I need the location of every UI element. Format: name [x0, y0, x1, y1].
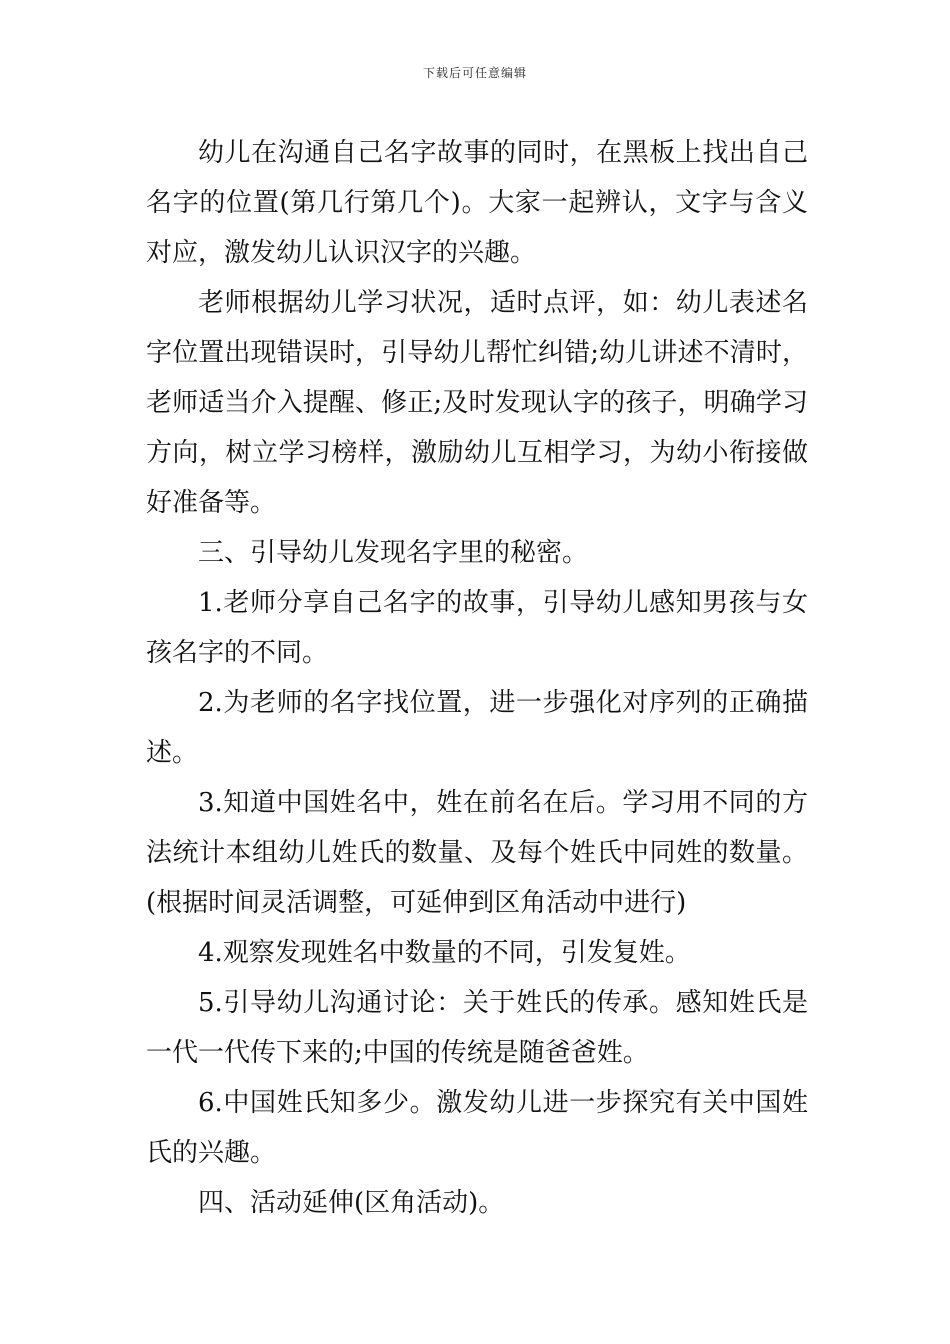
list-item-2: 2.为老师的名字找位置，进一步强化对序列的正确描述。 [146, 688, 808, 768]
section-heading-three: 三、引导幼儿发现名字里的秘密。 [198, 538, 589, 568]
page-header-note: 下载后可任意编辑 [422, 66, 527, 80]
list-item-1: 1.老师分享自己名字的故事，引导幼儿感知男孩与女孩名字的不同。 [146, 588, 808, 668]
paragraph-name-story: 幼儿在沟通自己名字故事的同时，在黑板上找出自己名字的位置(第几行第几个)。大家一起辨认，文字与含义对应，激发幼儿认识汉字的兴趣。 [146, 138, 808, 268]
paragraph-teacher-comment: 老师根据幼儿学习状况，适时点评，如：幼儿表述名字位置出现错误时，引导幼儿帮忙纠错;幼儿讲述不清时，老师适当介入提醒、修正;及时发现认字的孩子，明确学习方向，树立学习榜样，激励幼儿互相学习，为幼小衔接做好准备等。 [146, 288, 808, 518]
list-item-6: 6.中国姓氏知多少。激发幼儿进一步探究有关中国姓氏的兴趣。 [146, 1088, 808, 1168]
document-body [146, 128, 808, 1228]
list-item-5: 5.引导幼儿沟通讨论：关于姓氏的传承。感知姓氏是一代一代传下来的;中国的传统是随爸爸姓。 [146, 988, 808, 1068]
list-item-3: 3.知道中国姓名中，姓在前名在后。学习用不同的方法统计本组幼儿姓氏的数量、及每个姓氏中同姓的数量。(根据时间灵活调整，可延伸到区角活动中进行) [146, 788, 808, 918]
section-heading-four: 四、活动延伸(区角活动)。 [198, 1188, 505, 1218]
list-item-4: 4.观察发现姓名中数量的不同，引发复姓。 [198, 938, 691, 968]
